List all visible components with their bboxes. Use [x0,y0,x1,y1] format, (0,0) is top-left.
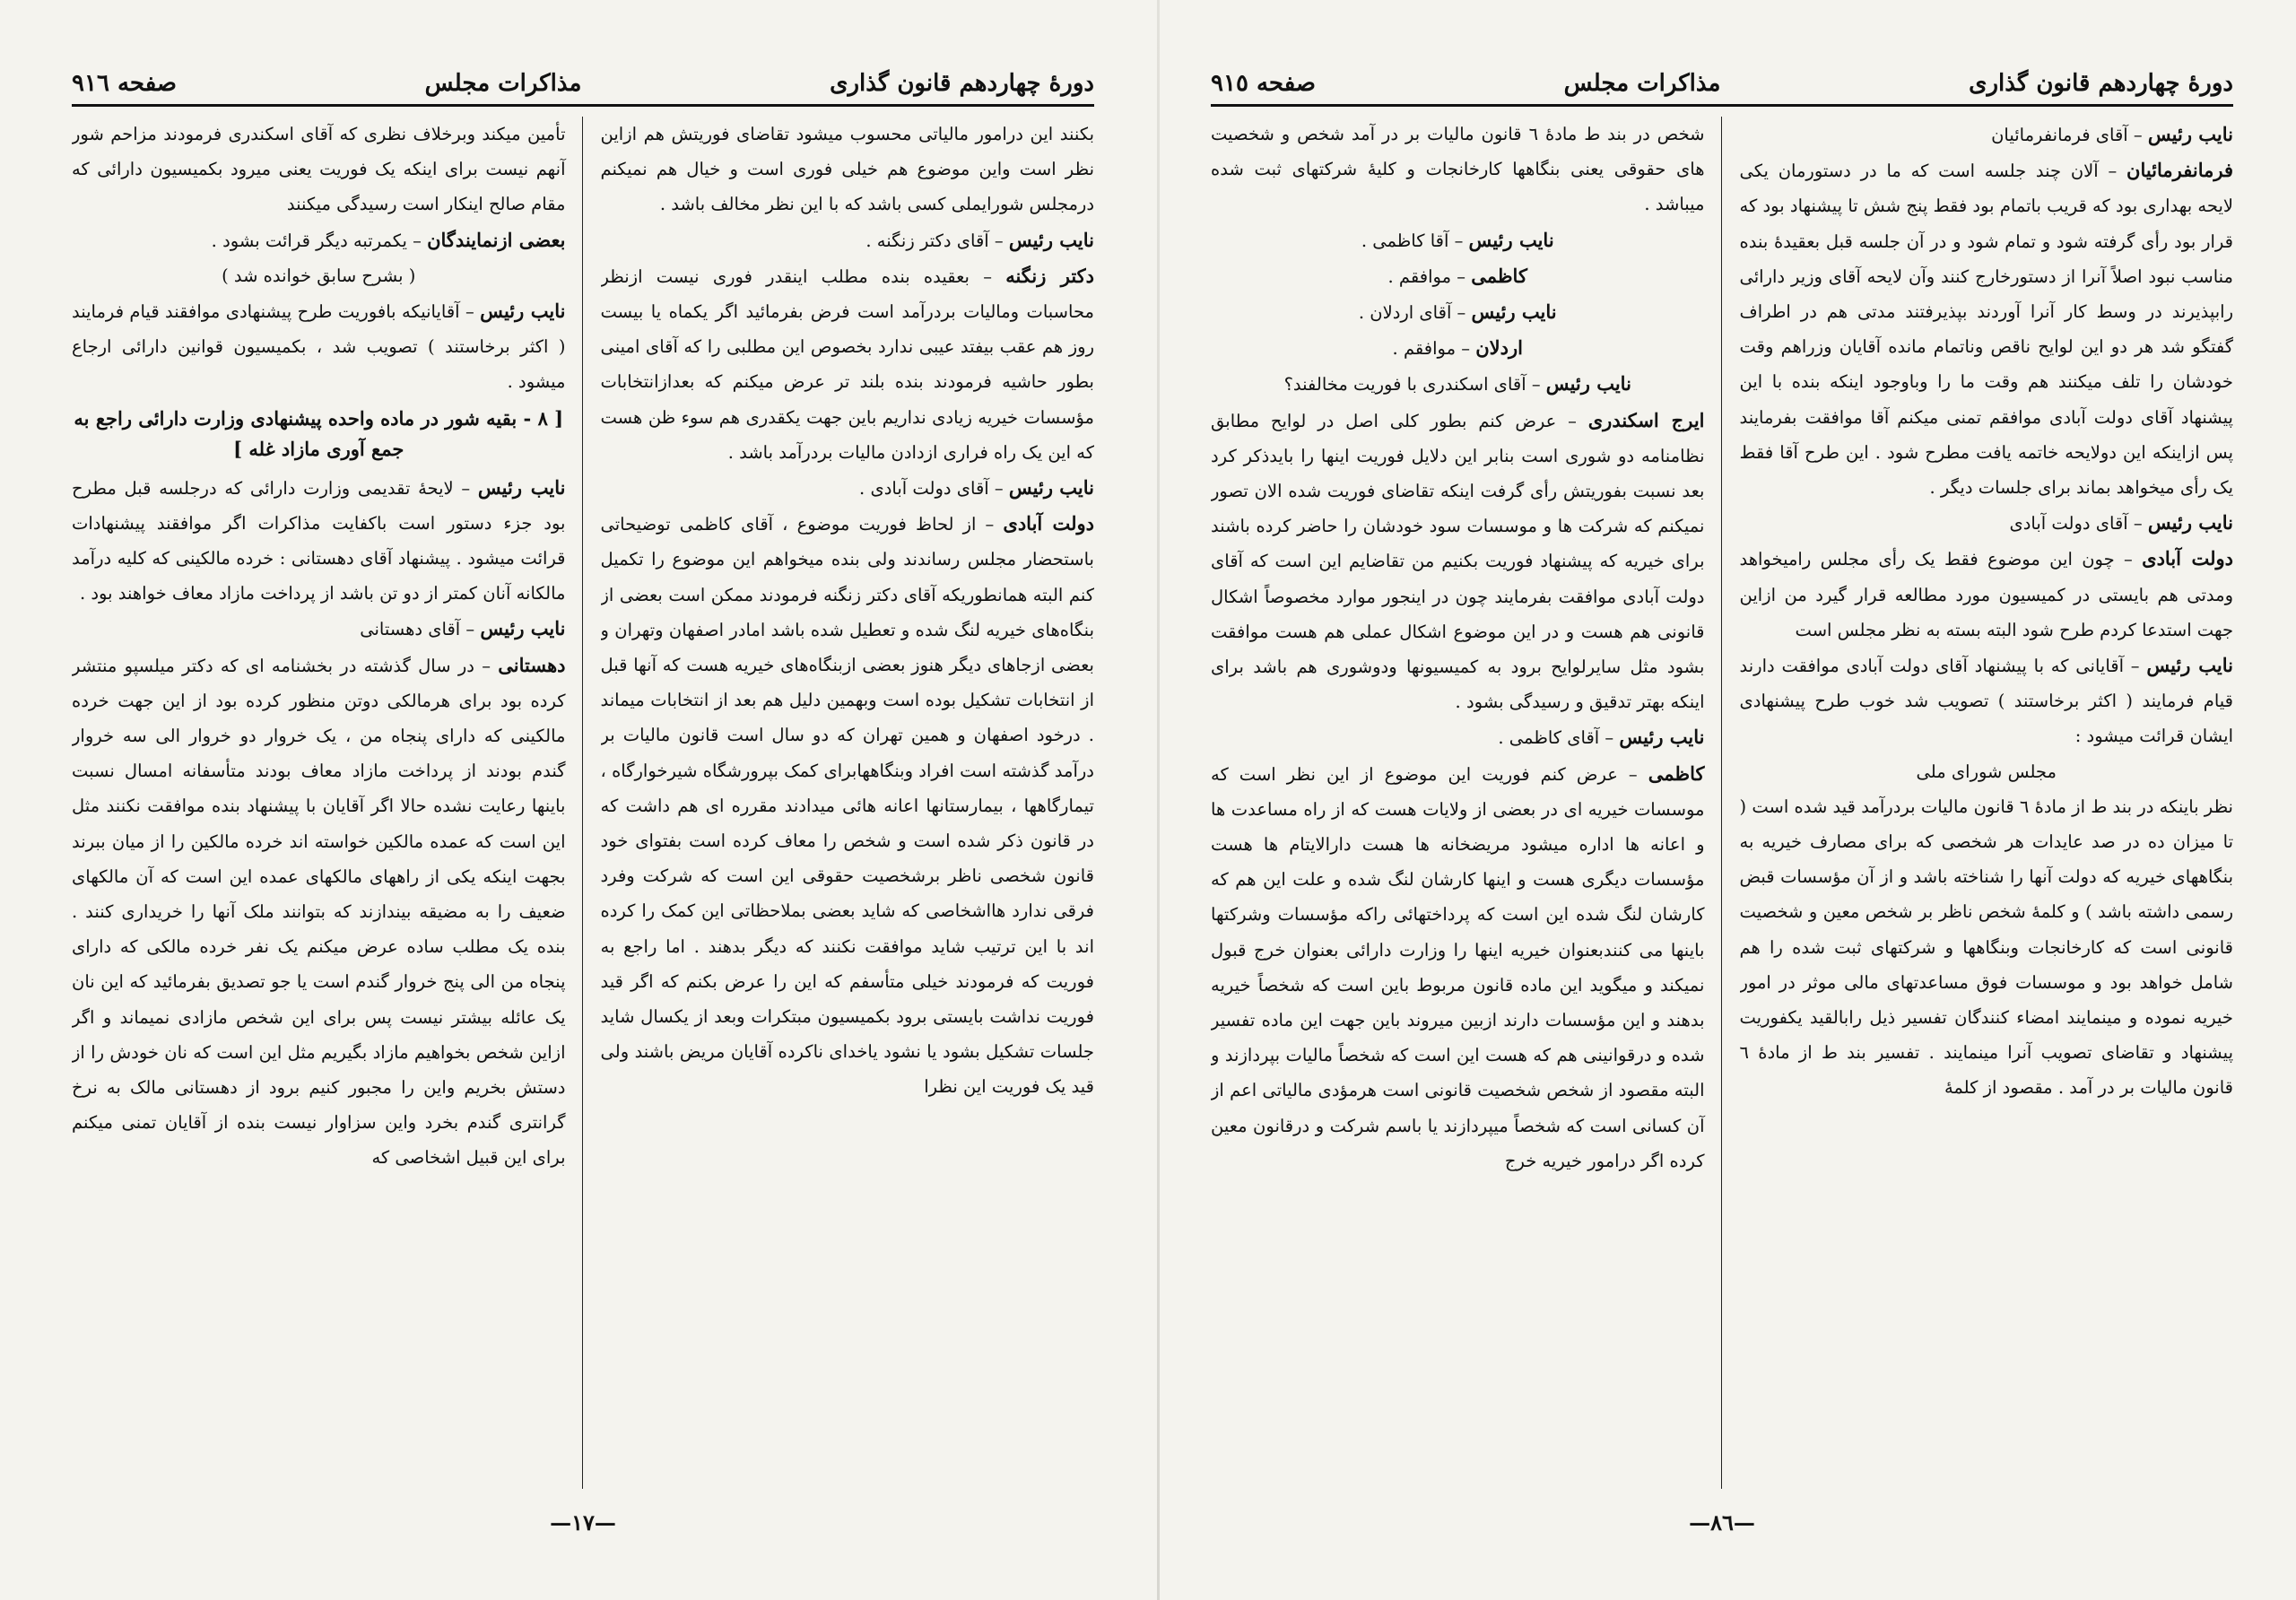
page-label: صفحه ٩١٦ [72,70,177,97]
paragraph-text: مجلس شورای ملی [1916,761,2057,782]
speaker-dash: – [1617,763,1648,785]
text-paragraph [601,117,1095,222]
text-paragraph [72,117,566,222]
speaker-dash: – [1451,302,1472,324]
speaker-name: دولت آبادی [2142,547,2233,570]
speaker-dash: – [969,265,1006,287]
speech-paragraph [1211,403,1705,720]
speech-paragraph [1211,756,1705,1178]
speech-paragraph [1740,152,2234,505]
speaker-name: ایرج اسکندری [1587,408,1705,431]
speaker-dash: – [2114,549,2143,570]
speaker-dash: – [474,655,499,676]
speaker-name: نایب رئیس [1619,726,1705,749]
speaker-name: نایب رئیس [2146,654,2233,677]
page-915 [1211,63,2233,1552]
section-heading: [ ٨ - بقیه شور در ماده واحده پیشنهادی وزارت دارائی راجع به جمع آوری مازاد غله ] [74,406,564,460]
page-gutter [1157,0,1160,1600]
speaker-name: دولت آبادی [1003,512,1094,535]
running-header [72,63,1094,107]
speaker-dash: – [1451,265,1472,287]
speech-paragraph [72,470,566,612]
speaker-dash: – [988,478,1009,500]
speaker-dash: – [453,477,478,499]
paragraph-text: آقای فرمانفرمائیان [1991,125,2128,145]
speech-paragraph [72,611,566,647]
right-column [601,117,1095,1489]
paragraph-text: آقای دکتر زنگنه . [865,230,989,251]
text-paragraph [1211,117,1705,222]
paragraph-text: موافقم . [1387,265,1452,287]
speaker-dash: – [988,230,1009,251]
session-title: دورهٔ چهاردهم قانون گذاری [1969,70,2233,97]
speaker-dash: – [1526,374,1546,396]
speaker-name: نایب رئیس [1008,476,1094,500]
speech-paragraph [601,506,1095,1104]
speaker-dash: – [1448,230,1469,251]
speech-paragraph [1211,330,1705,366]
paragraph-text: لایحهٔ تقدیمی وزارت دارائی که درجلسه قبل مطرح بود جزء دستور است باکفایت مذاکرات اگر موافقند پیشنهادات قرائت میشود . پیشنهاد آقای دهستانی : خرده مالکینی که کلیه درآمد مالکانه آنان کمتر از دو تن باشد از پرداخت مازاد معاف خواهند بود . [72,477,566,604]
speech-paragraph [1740,648,2234,754]
speaker-name: نایب رئیس [480,617,566,640]
paragraph-text: آقای کاظمی . [1498,727,1600,749]
text-paragraph [72,258,566,293]
speaker-name: کاظمی [1471,264,1527,287]
speech-paragraph [1740,117,2234,152]
speech-paragraph [1211,366,1705,402]
paragraph-text: از لحاظ فوریت موضوع ، آقای کاظمی توضیحاتی باستحضار مجلس رساندند ولی بنده میخواهم این موضوع را تکمیل کنم البته همانطوریکه آقای دکتر زنگنه فرمودند ممکن است بعضی از بنگاه‌های خیریه لنگ شده و تعطیل شده باشد امادر اصفهان وتهران و بعضی ازجاهای دیگر هنوز بعضی ازبنگاه‌های خیریه هست که آنها قبل از انتخابات تشکیل بوده است وبهمین دلیل هم بعد از انتخابات میماند . درخود اصفهان و همین تهران که دو سال است قانون مالیات بر درآمد گذشته است افراد وبنگاههابرای کمک بپرورشگاه شیرخوارگاه ، تیمارگاهها ، بیمارستانها اعانه هائی میدادند مقرره ای هم داشت که در قانون ذکر شده است و شخص را معاف کرده است بفتوای خود قانون شخصی ناظر برشخصیت حقوقی این است که شرکت وفرد فرقی ندارد هااشخاصی که شاید بعضی بملاحظاتی این کمک را کرده اند با این ترتیب شاید موافقت نکنند که دیگر بدهند . اما راجع به فوریت که فرمودند خیلی متأسفم که این را عرض بکنم که اگر قید فوریت نداشت بایستی برود بکمیسیون مبتکرات وبعد از یکسال شاید جلسات تشکیل بشود یا نشود یاخدای ناکرده آقایان مریض باشند ولی قید یک فوریت این نظرا [600,514,1094,1098]
paragraph-text: تأمین میکند وبرخلاف نظری که آقای اسکندری فرمودند مزاحم شور آنهم نیست برای اینکه یک فوریت یعنی میرود بکمیسیون دارائی که مقام صالح اینکار است رسیدگی میکنند [72,124,566,215]
text-paragraph [1740,754,2234,789]
speech-paragraph [1740,541,2234,648]
paragraph-text: آقای دولت آبادی . [859,478,989,500]
speaker-name: اردلان [1475,336,1523,360]
paragraph-text: آقایانیکه بافوریت طرح پیشنهادی موافقند قیام فرمایند ( اکثر برخاستند ) تصویب شد ، بکمیسیون قوانین دارائی ارجاع میشود . [72,301,566,393]
speaker-name: نایب رئیس [2147,511,2233,535]
speaker-name: بعضی ازنمایندگان [427,228,566,251]
speaker-name: فرمانفرمائیان [2126,159,2233,182]
speech-paragraph [72,293,566,400]
speaker-name: نایب رئیس [480,300,566,323]
page-folio: —١٧— [550,1509,616,1535]
paragraph-text: آقای اردلان . [1358,302,1452,324]
speaker-name: نایب رئیس [2147,123,2233,145]
right-column [1740,117,2234,1489]
speaker-name: کاظمی [1648,761,1705,785]
speaker-name: دهستانی [498,653,566,676]
speech-paragraph [1211,719,1705,755]
speaker-dash: – [460,619,481,640]
running-header [1211,63,2233,107]
speaker-dash: – [1556,410,1588,431]
speaker-dash: – [2098,161,2127,182]
left-column [1211,117,1722,1489]
speech-paragraph [1211,222,1705,258]
paragraph-text: شخص در بند ط مادهٔ ٦ قانون مالیات بر در آمد شخص و شخصیت های حقوقی یعنی بنگاهها کارخانجات و کلیهٔ شرکتهای ثبت شده میباشد . [1211,124,1705,215]
text-paragraph [1740,789,2234,1106]
page-label: صفحه ٩١٥ [1211,70,1316,97]
speech-paragraph [601,470,1095,506]
speaker-dash: – [976,514,1004,535]
paragraph-text: در سال گذشته در بخشنامه ای که دکتر میلسپو منتشر کرده بود برای هرمالکی دوتن منظور کرده بود از این جهت خرده مالکینی که دارای پنجاه من ، یک خروار دو خروار الی سه خروار گندم بودند از پرداخت مازاد معاف بودند متأسفانه امسال نسبت باینها رعایت نشده حالا اگر آقایان با پیشنهاد بنده موافقت نکنند مثل این است که عمده مالکین خواسته اند خرده مالکین را از میان ببرند بجهت اینکه یکی از راههای مالکهای عمده این است که آن مالکهای ضعیف را به مضیقه بیندازند که بتوانند ملک آنها را خریداری کنند . بنده یک مطلب ساده عرض میکنم یک نفر خرده مالکی که دارای پنجاه من الی پنج خروار گندم است یا جو تصدیق بفرمائید که این نان یک عائله بیشتر نیست پس برای این شخص مازادی نمیماند و اگر ازاین شخص بخواهیم مازاد بگیریم مثل این است که نان خودش را از دستش بخریم واین را مجبور کنیم برود از دهستانی مالک به نرخ گرانتری گندم بخرد واین سزاوار نیست بنده از آقایان تمنی میکنم برای این قبیل اشخاصی که [72,655,566,1169]
speaker-dash: – [459,301,481,323]
paragraph-text: ( بشرح سابق خوانده شد ) [222,265,416,286]
paragraph-text: آقای دهستانی [360,619,461,640]
center-title: مذاکرات مجلس [424,70,582,97]
speech-paragraph [1211,258,1705,294]
page-folio: —٨٦— [1689,1509,1755,1535]
center-title: مذاکرات مجلس [1563,70,1721,97]
paragraph-text: آلان چند جلسه است که ما در دستورمان یکی لایحه بهداری بود که قریب باتمام بود فقط پنج شش تا پیشنهاد بود که قرار بود رأی گرفته شود و تمام شود و در آن جلسه قبل بعقیدهٔ بنده مناسب نبود اصلاً آنرا از دستورخارج کنند وآن لایحه آقای وزیر دارائی رابپذیرند در وسط کار آنرا آوردند بپذیرفتند مدتی هم در اطراف گفتگو شد هر دو این لوایح ناقص وناتمام مانده آقایان وزراهم وقت خودشان را تلف میکنند هم وقت ما را وباوجود اینکه بنده با این پیشنهاد آقای دولت آبادی موافقم تمنی میکنم آقا موافقت بفرمایند پس ازاینکه این دولایحه خاتمه یافت مطرح شود . این طرح آقا فقط یک رأی میخواهد بماند برای جلسات دیگر . [1739,161,2233,499]
speech-paragraph [72,222,566,258]
speaker-name: دکتر زنگنه [1005,264,1094,287]
speech-paragraph [72,648,566,1176]
text-columns [72,117,1094,1489]
paragraph-text: آقای دولت آبادی [2009,513,2128,535]
paragraph-text: بعقیده بنده مطلب اینقدر فوری نیست ازنظر محاسبات ومالیات بردرآمد است فرض بفرمائید اگر یکماه یا بیست روز هم عقب بیفتد عیبی ندارد بخصوص این مطلبی را که آقای امینی بطور حاشیه فرمودند بنده بلند تر عرض میکنم که بعدازانتخابات مؤسسات خیریه زیادی نداریم باین جهت یکقدری هم سوء ظن هست که این یک راه فراری ازدادن مالیات بردرآمد باشد . [600,265,1094,463]
speaker-dash: – [2127,125,2148,145]
speaker-dash: – [2127,513,2148,535]
speech-paragraph [601,222,1095,258]
paragraph-text: آقایانی که با پیشنهاد آقای دولت آبادی موافقت دارند قیام فرمایند ( اکثر برخاستند ) تصویب شد خوب طرح پیشنهادی ایشان قرائت میشود : [1739,656,2233,747]
speaker-name: نایب رئیس [477,475,566,499]
speaker-name: نایب رئیس [1008,228,1094,251]
speaker-name: نایب رئیس [1471,300,1557,324]
paragraph-text: موافقم . [1392,338,1457,360]
paragraph-text: آقا کاظمی . [1361,230,1449,251]
text-columns [1211,117,2233,1489]
paragraph-text: عرض کنم بطور کلی اصل در لوایح مطابق نظامنامه دو شوری است بنابر این دلایل فوریت اینها را بایدذکر کرد بعد نسبت بفوریتش رأی گرفت اینکه تقاضای فوریت شده الان تصور نمیکنم که شرکت ها و موسسات سود خودشان را حاضر کرده باشند برای خیریه که پیشنهاد فوریت بکنیم من تقاضایم این است که آقای دولت آبادی موافقت بفرمایند چون در اینجور موارد مخصوصاً اشکال قانونی هم هست و در این موضوع اشکال عملی هم هست موافقت بشود مثل سایرلوایح برود به کمیسیونها ودوشوری هم باشد برای اینکه بهتر تدقیق و رسیدگی بشود . [1211,410,1705,713]
paragraph-text: چون این موضوع فقط یک رأی مجلس رامیخواهد ومدتی هم بایستی در کمیسیون مورد مطالعه قرار گیرد من ازاین جهت استدعا کردم طرح شود البته بسته به نظر مجلس است [1739,549,2233,640]
left-column [72,117,583,1489]
paragraph-text: بکنند این درامور مالیاتی محسوب میشود تقاضای فوریتش هم ازاین نظر است واین موضوع هم خیلی فوری است و خیال هم نمیکنم درمجلس شورایملی کسی باشد که با این نظر مخالف باشد . [600,124,1094,215]
paragraph-text: آقای اسکندری با فوریت مخالفند؟ [1283,374,1526,396]
paragraph-text: عرض کنم فوریت این موضوع از این نظر است که موسسات خیریه ای در بعضی از ولایات هست که از راه مساعدت ها و اعانه ها اداره میشود مریضخانه ها هست دارالایتام ها هست مؤسسات دیگری هست و اینها کارشان لنگ شده و علت این هم که کارشان لنگ شده این است که پرداختهائی راکه مؤسسات وشرکتها باینها می کنندبعنوان خیریه اینها را وزارت دارائی بعنوان خرج قبول نمیکند و میگوید این ماده قانون مربوط باین است که شخصاً خیریه بدهند و این مؤسسات دارند ازبین میروند باین جهت این ماده تفسیر شده و درقوانینی هم که هست این است که شخصاً مالیات بپردازند و البته مقصود از شخص شخصیت قانونی است هرمؤدی مالیاتی اعم از آن کسانی است که شخصاً میپردازند یا باسم شرکت و درقانون معین کرده اگر درامور خیریه خرج [1211,763,1705,1171]
session-title: دورهٔ چهاردهم قانون گذاری [830,70,1094,97]
speech-paragraph [1211,294,1705,330]
speaker-name: نایب رئیس [1468,228,1554,251]
speaker-dash: – [406,230,428,251]
paragraph-text: یکمرتبه دیگر قرائت بشود . [211,230,407,251]
page-916 [72,63,1094,1552]
speech-paragraph [1740,505,2234,541]
speaker-dash: – [1456,338,1476,360]
speaker-dash: – [1599,727,1620,749]
speaker-name: نایب رئیس [1545,372,1631,396]
speech-paragraph [601,258,1095,470]
speaker-dash: – [2124,656,2147,677]
paragraph-text: نظر باینکه در بند ط از مادهٔ ٦ قانون مالیات بردرآمد قید شده است ( تا میزان ده در صد عایدات هر شخصی که برای مصارف خیریه به بنگاههای خیریه که دولت آنها را شناخته باشد و از آن مؤسسات قبض رسمی داشته باشد ) و کلمهٔ شخص ناظر بر شخص معین و شخصیت قانونی است که کارخانجات وبنگاهها و شرکتهای ثبت شده را هم شامل خواهد بود و موسسات فوق مساعدتهای مالی موثر در امور خیریه نموده و مینمایند امضاء کنندگان تفسیر ذیل رابالقید یکفوریت پیشنهاد و تقاضای تصویب آنرا مینمایند . تفسیر بند ط از مادهٔ ٦ قانون مالیات بر در آمد . مقصود از کلمهٔ [1739,796,2233,1099]
